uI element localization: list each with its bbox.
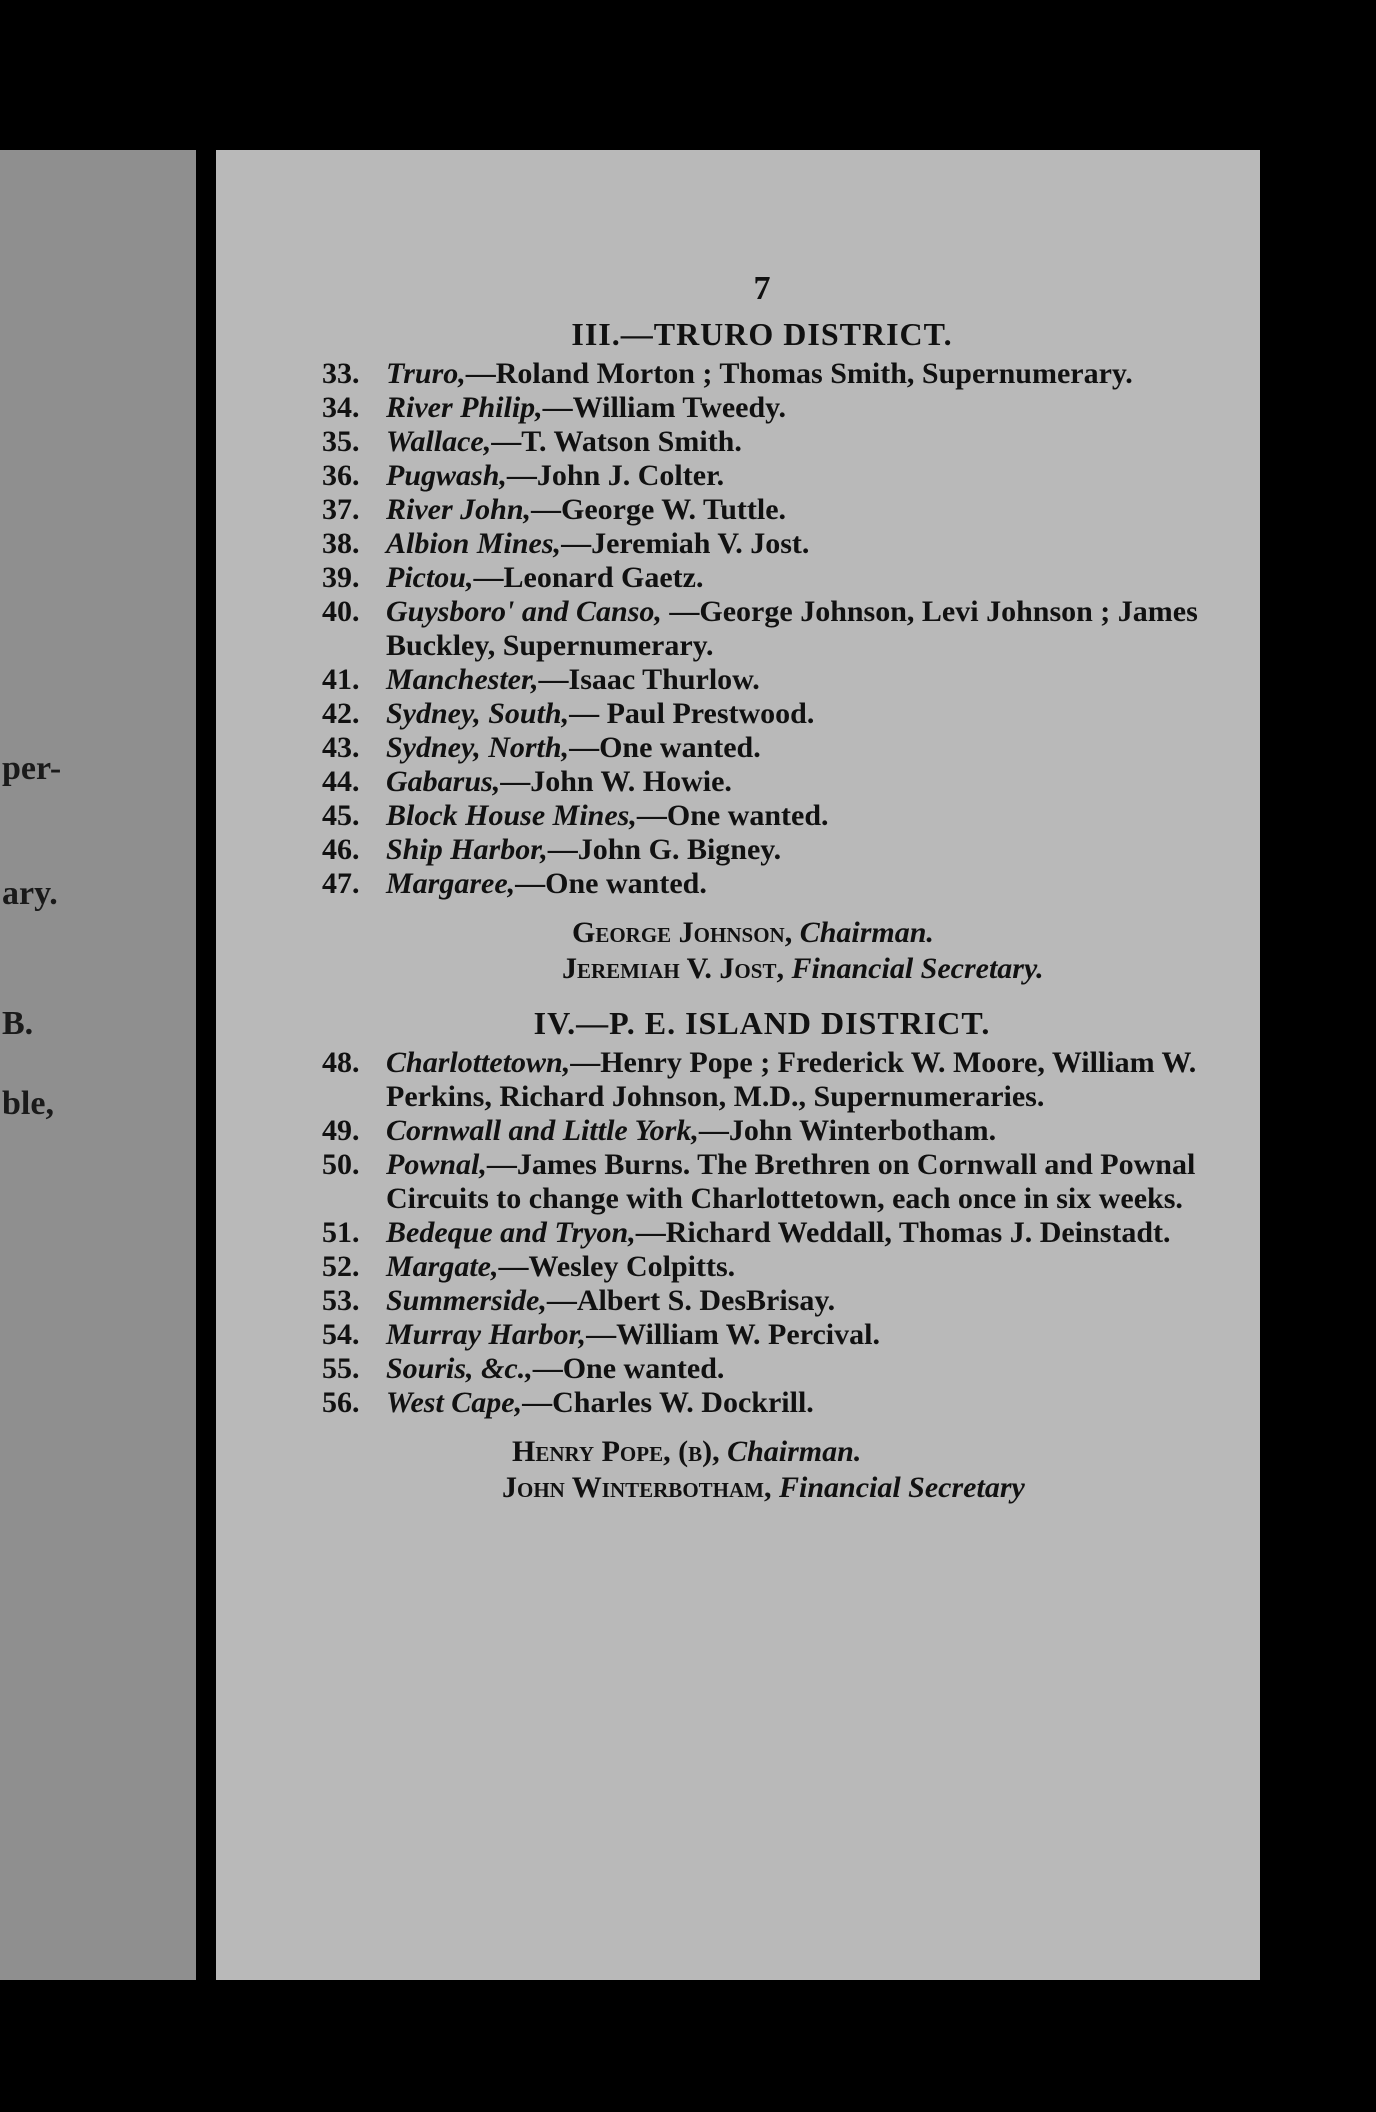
circuit-name: Pownal,: [386, 1148, 487, 1181]
secretary-name: Jeremiah V. Jost,: [562, 952, 784, 985]
chairman-role: Chairman.: [799, 916, 934, 949]
ministers: —Roland Morton ; Thomas Smith, Supernumerary.: [465, 357, 1133, 390]
ministers: —John J. Colter.: [506, 459, 725, 492]
page-gutter: [196, 140, 216, 1990]
circuit-name: Manchester,: [386, 663, 539, 696]
circuit-name: West Cape,: [386, 1386, 523, 1419]
entry-number: 52.: [322, 1250, 360, 1283]
secretary-signature: [502, 1470, 1202, 1506]
circuit-name: Charlottetown,: [386, 1046, 571, 1079]
left-page-edge: [0, 150, 196, 1980]
entry-number: 47.: [322, 867, 360, 900]
circuit-name: Guysboro' and Canso,: [386, 595, 662, 628]
entry-number: 48.: [322, 1046, 360, 1079]
circuit-entry: [322, 391, 1202, 425]
entry-number: 41.: [322, 663, 360, 696]
entry-number: 40.: [322, 595, 360, 628]
circuit-entry: [322, 425, 1202, 459]
circuit-entry: [322, 799, 1202, 833]
circuit-name: Souris, &c.,: [386, 1352, 533, 1385]
circuit-entry: [322, 1148, 1202, 1216]
ministers: —George Johnson, Levi Johnson ; James Buckley, Supernumerary.: [386, 595, 1198, 662]
entry-number: 45.: [322, 799, 360, 832]
ministers: —William W. Percival.: [586, 1318, 880, 1351]
secretary-role: Financial Secretary: [778, 1471, 1025, 1504]
ministers: —Henry Pope ; Frederick W. Moore, William W. Perkins, Richard Johnson, M.D., Supernumeraries.: [386, 1046, 1197, 1113]
ministers: —Leonard Gaetz.: [473, 561, 704, 594]
entry-number: 43.: [322, 731, 360, 764]
chairman-signature: [512, 1434, 1202, 1470]
entry-number: 51.: [322, 1216, 360, 1249]
circuit-name: Margaree,: [386, 867, 516, 900]
circuit-name: Gabarus,: [386, 765, 501, 798]
circuit-entry: [322, 527, 1202, 561]
circuit-name: Murray Harbor,: [386, 1318, 587, 1351]
left-fragment: per-: [2, 750, 62, 787]
district-title: III.—TRURO DISTRICT.: [571, 316, 953, 352]
circuit-entry: [322, 1216, 1202, 1250]
ministers: —John W. Howie.: [500, 765, 732, 798]
circuit-name: Sydney, North,: [386, 731, 570, 764]
circuit-name: Sydney, South,: [386, 697, 570, 730]
entry-number: 50.: [322, 1148, 360, 1181]
entry-number: 33.: [322, 357, 360, 390]
circuit-entry: [322, 1046, 1202, 1114]
district-title: IV.—P. E. ISLAND DISTRICT.: [533, 1005, 991, 1041]
circuit-entry: [322, 731, 1202, 765]
circuit-entry: [322, 765, 1202, 799]
ministers: —One wanted.: [515, 867, 707, 900]
chairman-signature: [572, 915, 1202, 951]
document-page: [216, 150, 1260, 1980]
circuit-entry: [322, 561, 1202, 595]
circuit-name: Bedeque and Tryon,: [386, 1216, 636, 1249]
entry-number: 36.: [322, 459, 360, 492]
ministers: —William Tweedy.: [542, 391, 787, 424]
ministers: —Isaac Thurlow.: [538, 663, 760, 696]
chairman-role: Chairman.: [727, 1435, 862, 1468]
circuit-entry: [322, 1386, 1202, 1420]
circuit-entry: [322, 833, 1202, 867]
entry-number: 46.: [322, 833, 360, 866]
circuit-list: [322, 1046, 1202, 1420]
entry-number: 35.: [322, 425, 360, 458]
ministers: — Paul Prestwood.: [569, 697, 815, 730]
circuit-entry: [322, 595, 1202, 663]
circuit-name: Ship Harbor,: [386, 833, 548, 866]
circuit-list: [322, 357, 1202, 901]
secretary-signature: [562, 951, 1202, 987]
circuit-entry: [322, 663, 1202, 697]
ministers: —Albert S. DesBrisay.: [546, 1284, 836, 1317]
left-fragment: ary.: [2, 875, 58, 912]
circuit-name: Albion Mines,: [386, 527, 562, 560]
page-number: 7: [753, 270, 771, 307]
ministers: —One wanted.: [532, 1352, 725, 1385]
circuit-entry: [322, 867, 1202, 901]
circuit-entry: [322, 1114, 1202, 1148]
circuit-name: Wallace,: [386, 425, 492, 458]
ministers: —Charles W. Dockrill.: [522, 1386, 814, 1419]
entry-number: 56.: [322, 1386, 360, 1419]
ministers: —One wanted.: [569, 731, 761, 764]
entry-number: 39.: [322, 561, 360, 594]
ministers: —Richard Weddall, Thomas J. Deinstadt.: [635, 1216, 1171, 1249]
ministers: —T. Watson Smith.: [491, 425, 742, 458]
chairman-name: George Johnson,: [572, 916, 793, 949]
left-fragment: B.: [2, 1005, 34, 1042]
entry-number: 49.: [322, 1114, 360, 1147]
ministers: —Jeremiah V. Jost.: [561, 527, 810, 560]
circuit-entry: [322, 697, 1202, 731]
circuit-name: River John,: [386, 493, 532, 526]
entry-number: 53.: [322, 1284, 360, 1317]
entry-number: 54.: [322, 1318, 360, 1351]
entry-number: 37.: [322, 493, 360, 526]
ministers: —James Burns. The Brethren on Cornwall and Pownal Circuits to change with Charlottetown, each once in six weeks.: [386, 1148, 1196, 1215]
circuit-entry: [322, 1284, 1202, 1318]
circuit-entry: [322, 459, 1202, 493]
circuit-name: Cornwall and Little York,: [386, 1114, 699, 1147]
circuit-entry: [322, 1352, 1202, 1386]
circuit-name: Summerside,: [386, 1284, 547, 1317]
circuit-name: Pictou,: [386, 561, 474, 594]
chairman-name: Henry Pope, (b),: [512, 1435, 720, 1468]
circuit-name: River Philip,: [386, 391, 543, 424]
ministers: —John G. Bigney.: [547, 833, 782, 866]
circuit-entry: [322, 1250, 1202, 1284]
entry-number: 34.: [322, 391, 360, 424]
entry-number: 44.: [322, 765, 360, 798]
entry-number: 42.: [322, 697, 360, 730]
circuit-name: Pugwash,: [386, 459, 507, 492]
secretary-role: Financial Secretary.: [791, 952, 1044, 985]
circuit-name: Margate,: [386, 1250, 499, 1283]
circuit-name: Truro,: [386, 357, 466, 390]
ministers: —George W. Tuttle.: [531, 493, 787, 526]
circuit-entry: [322, 493, 1202, 527]
page-content: [322, 270, 1202, 1506]
ministers: —One wanted.: [636, 799, 829, 832]
left-fragment: ble,: [2, 1085, 54, 1122]
circuit-name: Block House Mines,: [386, 799, 637, 832]
entry-number: 55.: [322, 1352, 360, 1385]
entry-number: 38.: [322, 527, 360, 560]
secretary-name: John Winterbotham,: [502, 1471, 772, 1504]
circuit-entry: [322, 1318, 1202, 1352]
circuit-entry: [322, 357, 1202, 391]
ministers: —Wesley Colpitts.: [498, 1250, 736, 1283]
ministers: —John Winterbotham.: [698, 1114, 997, 1147]
